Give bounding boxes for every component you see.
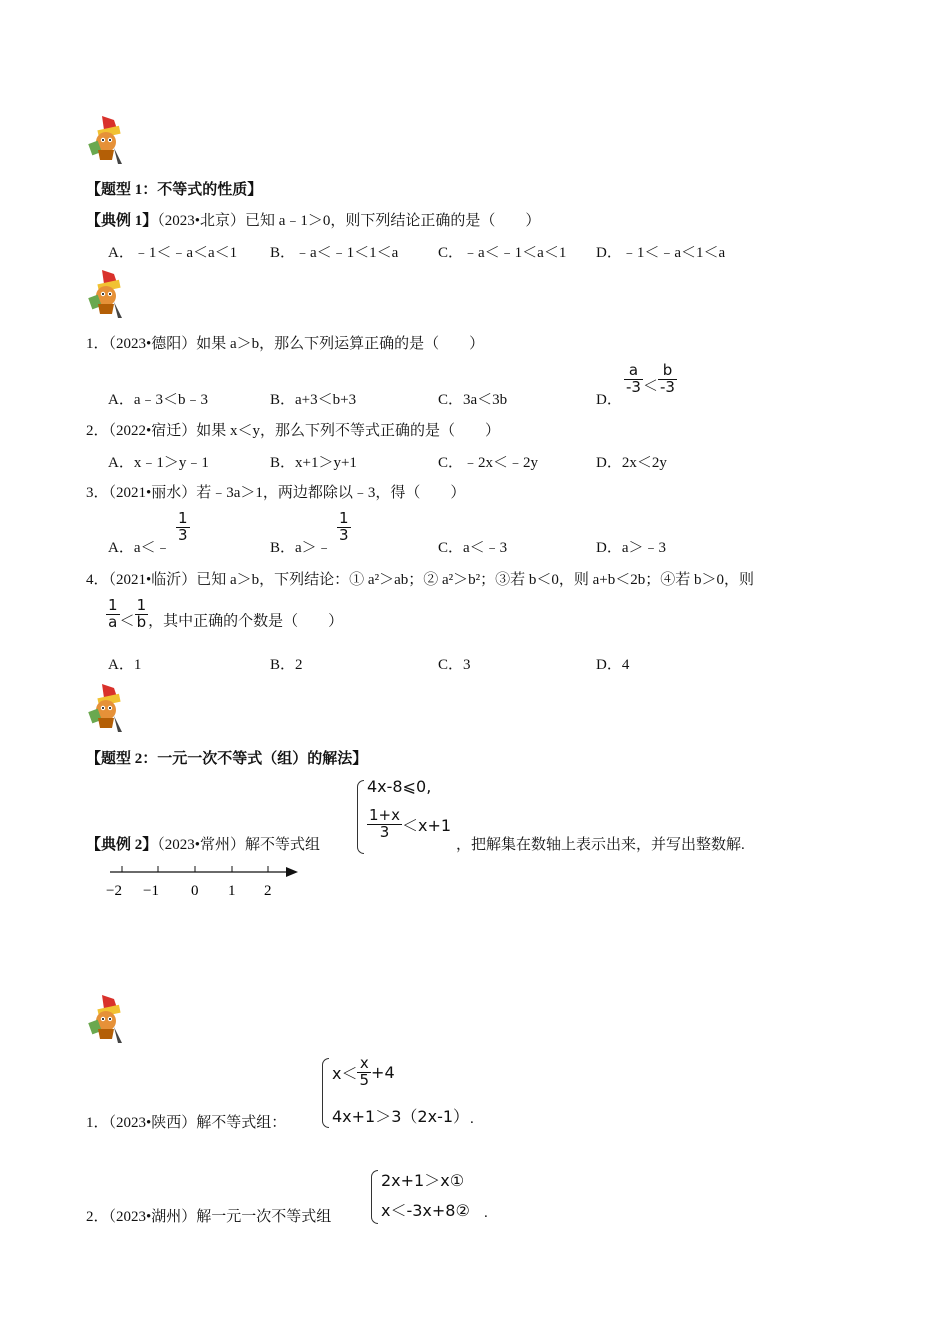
axis-tick-label: −1: [143, 883, 159, 899]
system-line-1: 4x-8⩽0,: [367, 777, 432, 796]
option-d: D．a＞﹣3: [596, 540, 666, 556]
fraction-numerator: a: [624, 363, 643, 380]
question-stem: 4．（2021•临沂）已知 a＞b，下列结论：① a²＞ab；② a²＞b²；③若 b＜0，则 a+b＜2b；④若 b＞0，则: [86, 572, 754, 588]
fraction-denominator: -3: [626, 377, 641, 396]
example-tail: ，把解集在数轴上表示出来，并写出整数解.: [456, 837, 745, 853]
axis-tick-label: 2: [264, 883, 272, 899]
fraction-denominator: -3: [659, 377, 675, 396]
section-heading: 【题型 1：不等式的性质】: [86, 182, 263, 198]
option-d: D．4: [596, 657, 630, 673]
option-b-fraction: $\frac{1}{3}$: [339, 509, 349, 544]
example-1: [86, 209, 540, 230]
system-brace: [322, 1058, 329, 1128]
axis-tick-label: −2: [106, 883, 122, 899]
option-a: A．a﹣3＜b﹣3: [108, 392, 208, 408]
question-tail: .: [484, 1205, 488, 1221]
axis-tick-label: 1: [228, 883, 236, 899]
system-line-2: $\frac{1+x}{3}$ ＜x+1: [369, 806, 452, 841]
question-stem: 3．（2021•丽水）若﹣3a＞1，两边都除以﹣3，得（ ）: [86, 485, 466, 501]
fraction-numerator: b: [658, 363, 677, 380]
system-line-2: x＜-3x+8②: [381, 1201, 470, 1220]
section-heading: 【题型 2：一元一次不等式（组）的解法】: [86, 751, 368, 767]
option-b: B．a＞﹣: [270, 540, 332, 556]
pencil-mascot-icon: [84, 114, 126, 166]
example-text: （2023•北京）已知 a﹣1＞0，则下列结论正确的是（ ）: [157, 213, 541, 229]
option-c: C．3: [438, 657, 471, 673]
number-line: [104, 860, 304, 902]
pencil-mascot-icon: [84, 993, 126, 1045]
option-a-fraction: $\frac{1}{3}$: [178, 509, 188, 544]
option-a: A．a＜﹣: [108, 540, 171, 556]
system-line-1: x＜ $\frac{x}{5}$ +4: [332, 1054, 395, 1089]
example-text: （2023•常州）解不等式组: [157, 837, 321, 853]
axis-tick-label: 0: [191, 883, 199, 899]
question-continuation: $\frac{1}{a}$ ＜ $\frac{1}{b}$ ，其中正确的个数是（ ）: [108, 596, 344, 631]
example-2: [86, 833, 320, 854]
example-label: 【典例 1】: [86, 213, 158, 229]
example-label: 【典例 2】: [86, 837, 158, 853]
option-b: B．﹣a＜﹣1＜1＜a: [270, 245, 399, 261]
pencil-mascot-icon: [84, 682, 126, 734]
question-stem: 2．（2023•湖州）解一元一次不等式组: [86, 1209, 332, 1225]
option-c: C．a＜﹣3: [438, 540, 508, 556]
question-tail: .: [470, 1111, 474, 1127]
option-a: A．x﹣1＞y﹣1: [108, 455, 209, 471]
system-brace: [357, 780, 364, 854]
option-d-formula: [624, 363, 677, 396]
option-c: C．3a＜3b: [438, 392, 508, 408]
option-a: A．1: [108, 657, 142, 673]
option-d: D．: [596, 392, 622, 408]
system-line-2: 4x+1＞3（2x-1）: [332, 1107, 470, 1126]
system-brace: [371, 1170, 378, 1224]
option-b: B．2: [270, 657, 303, 673]
relation: ＜: [642, 376, 658, 395]
pencil-mascot-icon: [84, 268, 126, 320]
system-line-1: 2x+1＞x①: [381, 1171, 465, 1190]
option-c: C．﹣a＜﹣1＜a＜1: [438, 245, 567, 261]
question-stem: 2．（2022•宿迁）如果 x＜y，那么下列不等式正确的是（ ）: [86, 423, 501, 439]
option-d: D．2x＜2y: [596, 455, 667, 471]
option-b: B．x+1＞y+1: [270, 455, 357, 471]
option-a: A．﹣1＜﹣a＜a＜1: [108, 245, 238, 261]
question-stem: 1．（2023•陕西）解不等式组：: [86, 1115, 287, 1131]
question-stem: 1．（2023•德阳）如果 a＞b，那么下列运算正确的是（ ）: [86, 336, 485, 352]
option-c: C．﹣2x＜﹣2y: [438, 455, 539, 471]
option-d: D．﹣1＜﹣a＜1＜a: [596, 245, 726, 261]
option-b: B．a+3＜b+3: [270, 392, 357, 408]
